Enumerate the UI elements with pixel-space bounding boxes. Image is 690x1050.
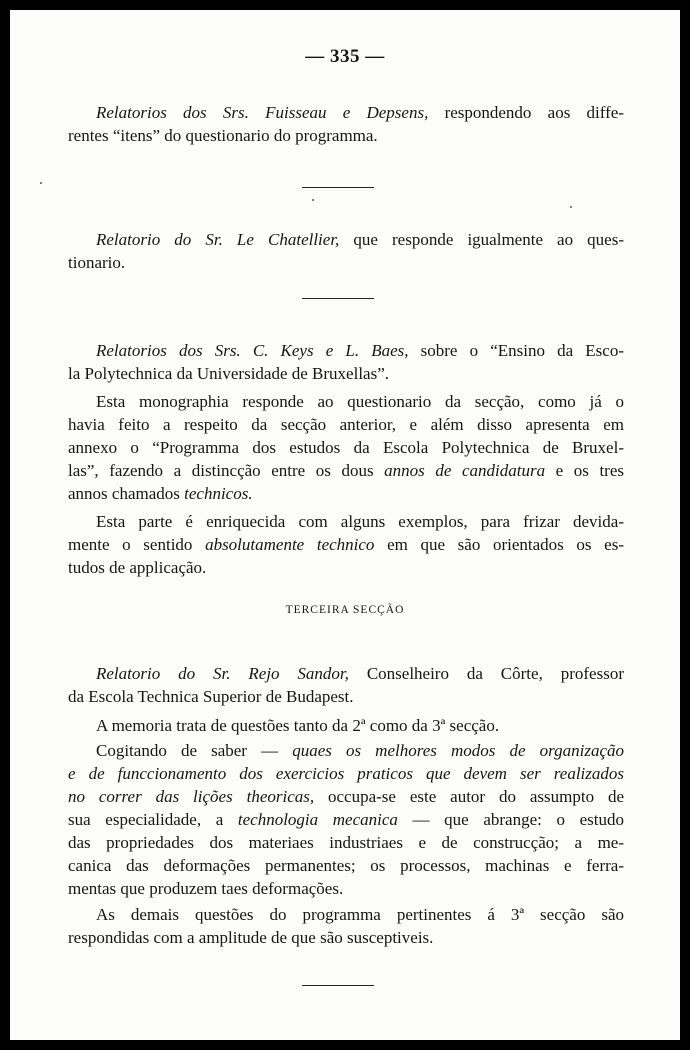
text-line (68, 714, 624, 737)
text-line (68, 877, 624, 900)
report-keys-baes (68, 339, 624, 385)
text-run: las”, fazendo a distincção entre os dous (68, 461, 385, 480)
text-run: — que abrange: o estudo (397, 810, 624, 829)
text-line (68, 124, 624, 147)
text-run: tionario. (68, 253, 126, 272)
text-line (68, 436, 624, 459)
text-run: da Escola Technica Superior de Budapest. (68, 687, 354, 706)
text-line (68, 510, 624, 533)
italic-run: Relatorios dos Srs. C. Keys e L. Baes, (96, 341, 409, 360)
book-page (10, 10, 680, 1040)
text-run: Cogitando de saber — (96, 741, 293, 760)
text-line (68, 533, 624, 556)
text-line (68, 808, 624, 831)
text-line (68, 556, 624, 579)
text-run: que responde igualmente ao ques- (339, 230, 625, 249)
text-run: occupa-se este autor do assumpto de (314, 787, 624, 806)
page-number: — 335 — (305, 46, 385, 67)
text-run: respondendo aos diffe- (428, 103, 624, 122)
italic-run: annos de candidatura (384, 461, 546, 480)
text-run: la Polytechnica da Universidade de Bruxellas”. (68, 364, 389, 383)
dust-speck (40, 182, 42, 184)
separator-rule (302, 187, 374, 188)
text-line (68, 413, 624, 436)
separator-rule (302, 985, 374, 986)
italic-run: Relatorio do Sr. Le Chatellier, (96, 230, 340, 249)
dust-speck (570, 206, 572, 208)
text-run: rentes “itens” do questionario do programma. (68, 126, 378, 145)
paragraph-demais-questoes (68, 903, 624, 949)
text-line (68, 831, 624, 854)
text-run: respondidas com a amplitude de que são susceptiveis. (68, 928, 434, 947)
text-line (68, 459, 624, 482)
italic-run: quaes os melhores modos de organização (292, 741, 625, 760)
italic-run: Relatorios dos Srs. Fuisseau e Depsens, (96, 103, 429, 122)
paragraph-cogitando (68, 739, 624, 900)
text-line (68, 339, 624, 362)
text-run: sobre o “Ensino da Esco- (408, 341, 625, 360)
text-run: mente o sentido (68, 535, 206, 554)
text-line (68, 903, 624, 926)
separator-rule (302, 298, 374, 299)
italic-run: e de funccionamento dos exercicios praticos que devem ser realizados (68, 764, 624, 783)
italic-run: absolutamente technico (205, 535, 375, 554)
text-line (68, 854, 624, 877)
italic-run: Relatorio do Sr. Rejo Sandor, (96, 664, 349, 683)
text-line (68, 685, 624, 708)
text-run: tudos de applicação. (68, 558, 207, 577)
text-run: As demais questões do programma pertinentes á 3ª secção são (96, 905, 624, 924)
text-run: Esta parte é enriquecida com alguns exemplos, para frizar devida- (96, 512, 624, 531)
text-run: Conselheiro da Côrte, professor (348, 664, 624, 683)
report-fuisseau-depsens (68, 101, 624, 147)
italic-run: technicos. (184, 484, 253, 503)
text-run: das propriedades dos materiaes industriaes e de construcção; a me- (68, 833, 624, 852)
text-run: sua especialidade, a (68, 810, 238, 829)
paragraph-memoria (68, 714, 624, 737)
text-line (68, 482, 624, 505)
text-line (68, 762, 624, 785)
text-line (68, 785, 624, 808)
section-heading: TERCEIRA SECÇÃO (285, 604, 405, 616)
text-run: canica das deformações permanentes; os processos, machinas e ferra- (68, 856, 624, 875)
text-run: A memoria trata de questões tanto da 2ª como da 3ª secção. (96, 716, 500, 735)
paragraph-enriquecida (68, 510, 624, 579)
text-line (68, 662, 624, 685)
paragraph-monographia (68, 390, 624, 505)
text-run: Esta monographia responde ao questionario da secção, como já o (96, 392, 624, 411)
text-run: em que são orientados os es- (374, 535, 624, 554)
text-line (68, 101, 624, 124)
text-run: havia feito a respeito da secção anterior, e além disso apresenta em (68, 415, 624, 434)
text-line (68, 251, 624, 274)
text-run: annos chamados (68, 484, 185, 503)
text-run: mentas que produzem taes deformações. (68, 879, 344, 898)
text-run: e os tres (545, 461, 624, 480)
report-rejo-sandor (68, 662, 624, 708)
italic-run: no correr das lições theoricas, (68, 787, 315, 806)
report-le-chatellier (68, 228, 624, 274)
dust-speck (312, 199, 314, 201)
text-line (68, 390, 624, 413)
text-line (68, 926, 624, 949)
text-run: annexo o “Programma dos estudos da Escola Polytechnica de Bruxel- (68, 438, 624, 457)
text-line (68, 362, 624, 385)
italic-run: technologia mecanica (237, 810, 398, 829)
text-line (68, 228, 624, 251)
text-line (68, 739, 624, 762)
